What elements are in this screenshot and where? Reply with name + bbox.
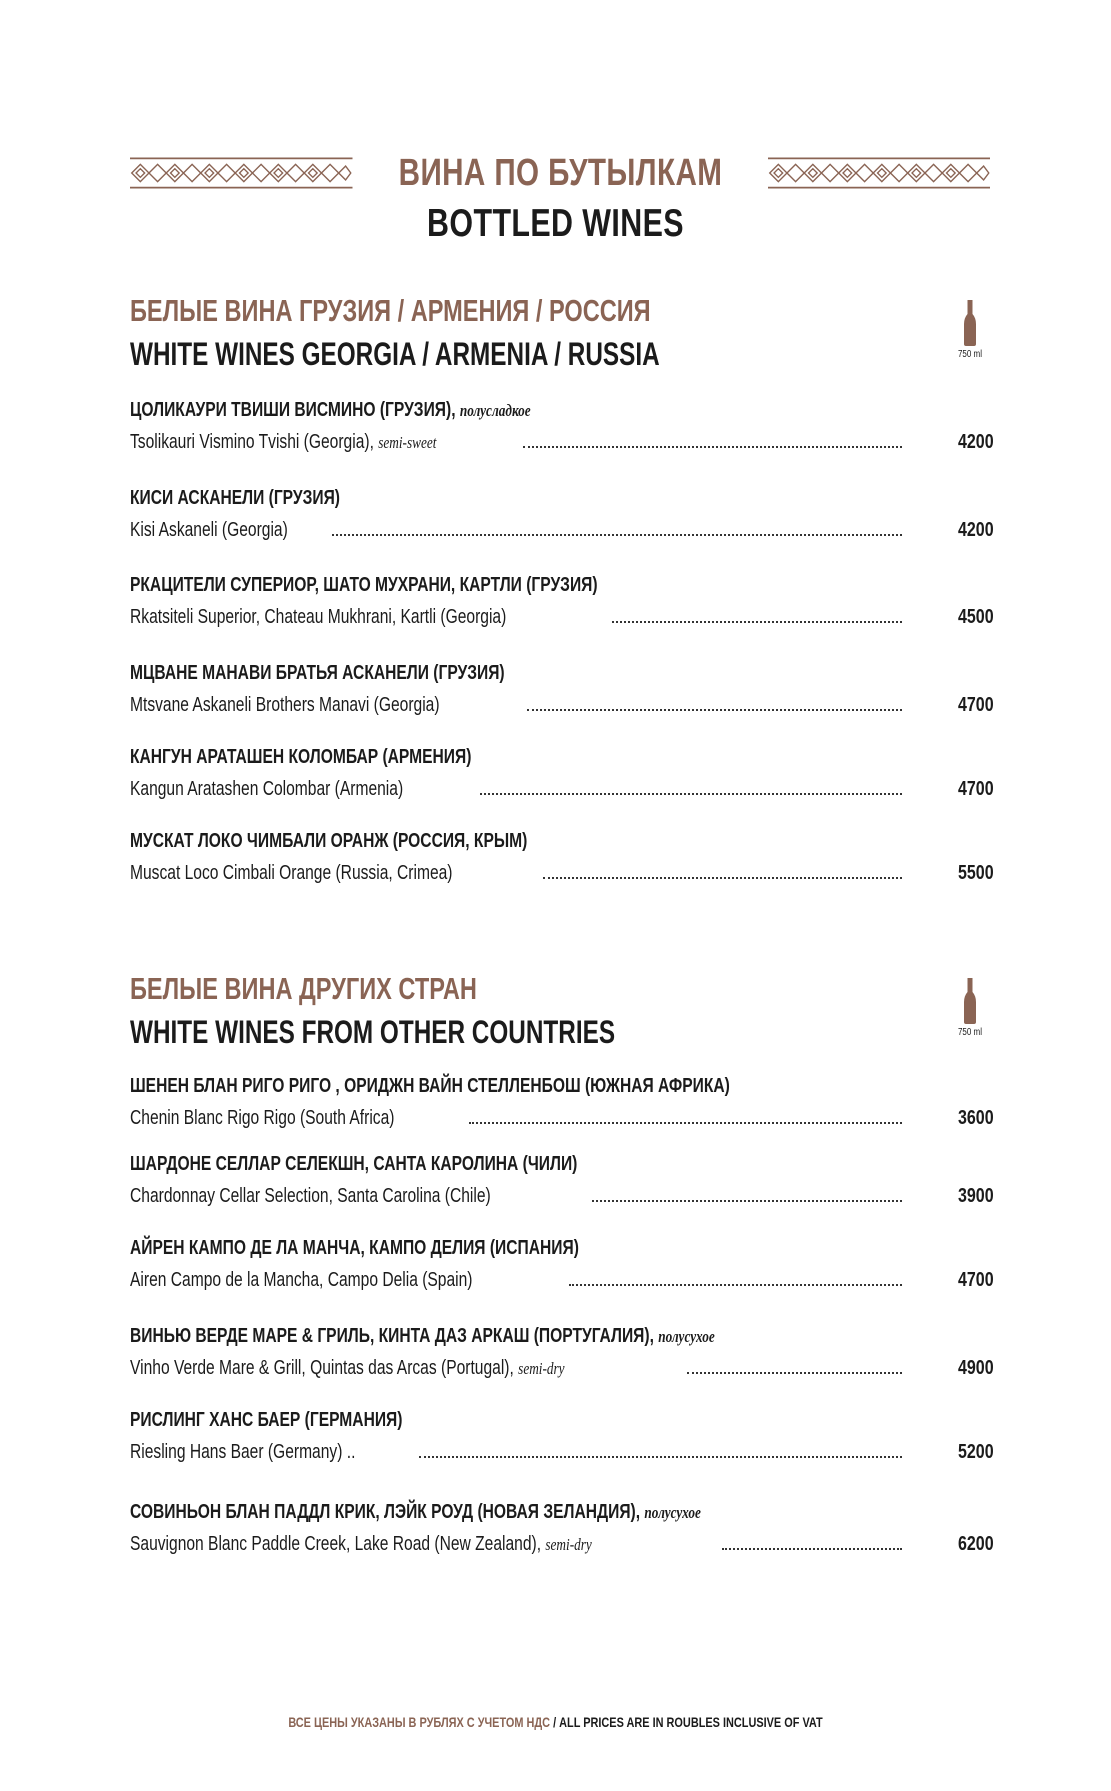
wine-price: 5500 (958, 862, 994, 884)
wine-name-en: Tsolikauri Vismino Tvishi (Georgia), semi-sweet (130, 431, 437, 453)
wine-name-en: Chardonnay Cellar Selection, Santa Carolina (Chile) (130, 1185, 491, 1207)
wine-name-ru: МУСКАТ ЛОКО ЧИМБАЛИ ОРАНЖ (РОССИЯ, КРЫМ) (130, 830, 528, 852)
leader-dots (543, 877, 902, 879)
section-title-en: WHITE WINES GEORGIA / ARMENIA / RUSSIA (130, 336, 660, 372)
leader-dots (722, 1548, 902, 1550)
wine-name-en: Chenin Blanc Rigo Rigo (South Africa) (130, 1107, 395, 1129)
wine-price: 4700 (958, 1269, 994, 1291)
wine-name-en: Muscat Loco Cimbali Orange (Russia, Crimea) (130, 862, 453, 884)
list-item (130, 394, 994, 458)
wine-price: 4700 (958, 778, 994, 800)
bottle-volume-label: 750 ml (957, 349, 982, 360)
wine-price: 5200 (958, 1441, 994, 1463)
price-footnote (122, 1714, 989, 1730)
wine-name-en: Kangun Aratashen Colombar (Armenia) (130, 778, 404, 800)
wine-price: 4200 (958, 431, 994, 453)
leader-dots (687, 1372, 902, 1374)
list-item (130, 1320, 994, 1384)
leader-dots (419, 1456, 902, 1458)
wine-name-ru: МЦВАНЕ МАНАВИ БРАТЬЯ АСКАНЕЛИ (ГРУЗИЯ) (130, 662, 505, 684)
list-item (130, 657, 994, 721)
wine-name-ru: ШАРДОНЕ СЕЛЛАР СЕЛЕКШН, САНТА КАРОЛИНА (ЧИЛИ) (130, 1153, 578, 1175)
list-item (130, 1148, 994, 1212)
leader-dots (332, 534, 902, 536)
wine-name-ru: РКАЦИТЕЛИ СУПЕРИОР, ШАТО МУХРАНИ, КАРТЛИ (ГРУЗИЯ) (130, 574, 598, 596)
leader-dots (527, 709, 902, 711)
wine-price: 3900 (958, 1185, 994, 1207)
leader-dots (480, 793, 902, 795)
leader-dots (469, 1122, 902, 1124)
page-header (130, 148, 990, 198)
wine-name-ru: АЙРЕН КАМПО ДЕ ЛА МАНЧА, КАМПО ДЕЛИЯ (ИСПАНИЯ) (130, 1237, 579, 1259)
wine-style-en: semi-sweet (378, 433, 437, 452)
ornament-right-icon (768, 153, 991, 193)
section-title-en: WHITE WINES FROM OTHER COUNTRIES (130, 1014, 616, 1050)
wine-name-ru: ВИНЬЮ ВЕРДЕ МАРЕ & ГРИЛЬ, КИНТА ДАЗ АРКАШ (ПОРТУГАЛИЯ), полусухое (130, 1325, 715, 1347)
list-item (130, 825, 994, 889)
wine-style-ru: полусладкое (459, 401, 531, 420)
wine-price: 6200 (958, 1533, 994, 1555)
wine-list (130, 1070, 994, 1560)
leader-dots (523, 446, 902, 448)
wine-style-ru: полусухое (644, 1503, 701, 1522)
wine-name-en: Vinho Verde Mare & Grill, Quintas das Arcas (Portugal), semi-dry (130, 1357, 565, 1379)
section-title-ru: БЕЛЫЕ ВИНА ДРУГИХ СТРАН (130, 971, 477, 1006)
footnote-ru: ВСЕ ЦЕНЫ УКАЗАНЫ В РУБЛЯХ С УЧЕТОМ НДС (288, 1714, 551, 1730)
wine-style-en: semi-dry (518, 1359, 565, 1378)
leader-dots (592, 1200, 902, 1202)
list-item (130, 1070, 994, 1134)
wine-name-ru: ШЕНЕН БЛАН РИГО РИГО , ОРИДЖН ВАЙН СТЕЛЛЕНБОШ (ЮЖНАЯ АФРИКА) (130, 1075, 730, 1097)
wine-bottle-icon (962, 300, 978, 346)
section-white-wines-other-countries (130, 968, 994, 1555)
wine-name-en: Sauvignon Blanc Paddle Creek, Lake Road (New Zealand), semi-dry (130, 1533, 592, 1555)
bottle-indicator (950, 300, 990, 360)
wine-price: 4200 (958, 519, 994, 541)
wine-style-en: semi-dry (545, 1535, 592, 1554)
wine-name-ru: РИСЛИНГ ХАНС БАЕР (ГЕРМАНИЯ) (130, 1409, 403, 1431)
bottle-volume-label: 750 ml (957, 1027, 982, 1038)
wine-name-en: Kisi Askaneli (Georgia) (130, 519, 288, 541)
page-title-en: BOTTLED WINES (427, 202, 684, 245)
wine-price: 3600 (958, 1107, 994, 1129)
wine-bottle-icon (962, 978, 978, 1024)
footnote-en: ALL PRICES ARE IN ROUBLES INCLUSIVE OF VAT (559, 1714, 823, 1730)
list-item (130, 569, 994, 633)
wine-style-ru: полусухое (658, 1327, 715, 1346)
footnote-separator: / (550, 1714, 560, 1730)
wine-price: 4900 (958, 1357, 994, 1379)
wine-name-en: Riesling Hans Baer (Germany) .. (130, 1441, 356, 1463)
section-white-wines-georgia-armenia-russia (130, 290, 994, 884)
wine-name-ru: КАНГУН АРАТАШЕН КОЛОМБАР (АРМЕНИЯ) (130, 746, 472, 768)
wine-name-ru: СОВИНЬОН БЛАН ПАДДЛ КРИК, ЛЭЙК РОУД (НОВАЯ ЗЕЛАНДИЯ), полусухое (130, 1501, 701, 1523)
wine-name-en: Rkatsiteli Superior, Chateau Mukhrani, Kartli (Georgia) (130, 606, 507, 628)
ornament-left-icon (130, 153, 353, 193)
wine-name-en: Airen Campo de la Mancha, Campo Delia (Spain) (130, 1269, 473, 1291)
list-item (130, 482, 994, 546)
wine-price: 4700 (958, 694, 994, 716)
list-item (130, 741, 994, 805)
bottle-indicator (950, 978, 990, 1038)
list-item (130, 1496, 994, 1560)
leader-dots (569, 1284, 902, 1286)
wine-name-ru: КИСИ АСКАНЕЛИ (ГРУЗИЯ) (130, 487, 340, 509)
wine-list (130, 394, 994, 889)
leader-dots (612, 621, 902, 623)
wine-price: 4500 (958, 606, 994, 628)
section-title-ru: БЕЛЫЕ ВИНА ГРУЗИЯ / АРМЕНИЯ / РОССИЯ (130, 293, 651, 328)
list-item (130, 1232, 994, 1296)
wine-name-en: Mtsvane Askaneli Brothers Manavi (Georgia) (130, 694, 440, 716)
page-title-ru: ВИНА ПО БУТЫЛКАМ (398, 151, 722, 194)
wine-name-ru: ЦОЛИКАУРИ ТВИШИ ВИСМИНО (ГРУЗИЯ), полусладкое (130, 399, 531, 421)
list-item (130, 1404, 994, 1468)
